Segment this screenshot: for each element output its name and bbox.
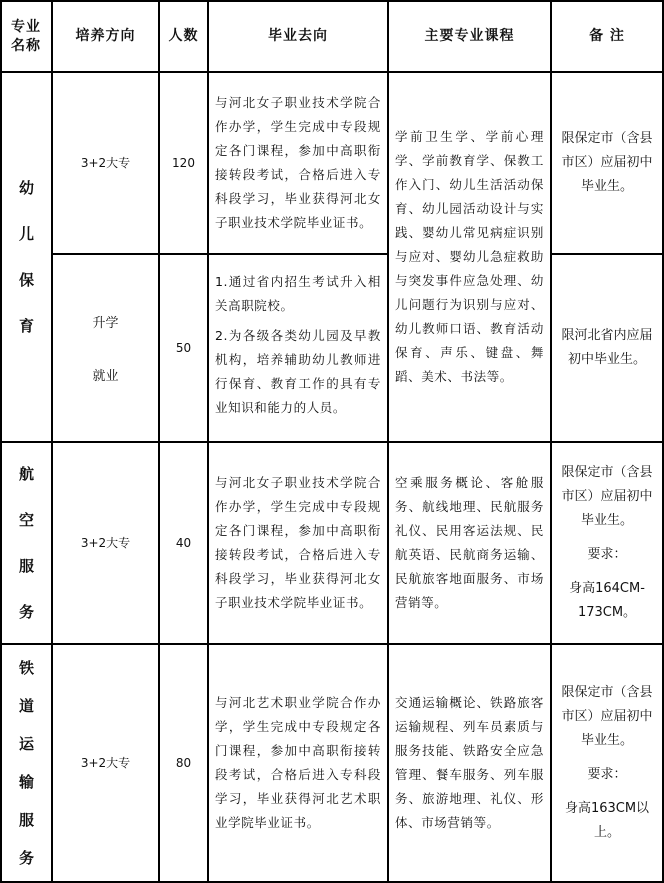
aviation-direction (53, 443, 158, 643)
courses-text: 学前卫生学、学前心理学、学前教育学、保教工作入门、幼儿生活活动保育、幼儿园活动设计与实践、婴幼儿常见病症识别与应对、婴幼儿急症救助与突发事件应急处理、幼儿问题行为识别与应对、幼儿教师口语、教育活动保育、声乐、键盘、舞蹈、美术、书法等。 (395, 129, 544, 384)
major-char: 道 (18, 697, 34, 715)
header-notes (552, 2, 662, 71)
destination-item: 2.为各级各类幼儿园及早教机构，培养辅助幼儿教师进行保育、教育工作的具有专业知识和能力的人员。 (215, 328, 381, 415)
preschool-destination-2 (209, 255, 387, 441)
major-char: 运 (18, 735, 34, 753)
railway-note (552, 645, 662, 881)
destination-text: 与河北女子职业技术学院合作办学，学生完成中专段规定各门课程，参加中高职衔接转段考试，合格后进入专科段学习，毕业获得河北女子职业技术学院毕业证书。 (215, 95, 381, 230)
destination-text: 与河北女子职业技术学院合作办学，学生完成中专段规定各门课程，参加中高职衔接转段考试，合格后进入专科段学习，毕业获得河北女子职业技术学院毕业证书。 (215, 475, 381, 610)
major-char: 幼 (18, 179, 34, 197)
courses-text: 空乘服务概论、客舱服务、航线地理、民航服务礼仪、民用客运法规、民航英语、民航商务运输、民航旅客地面服务、市场营销等。 (395, 475, 544, 610)
header-major-label: 专业名称 (11, 18, 41, 54)
major-railway (2, 645, 51, 881)
header-notes-label: 备 注 (589, 28, 625, 44)
major-aviation (2, 443, 51, 643)
requirement-value: 身高163CM以上。 (564, 801, 650, 840)
major-preschool (2, 73, 51, 441)
aviation-note (552, 443, 662, 643)
preschool-note-2 (552, 255, 662, 441)
destination-item: 1.通过省内招生考试升入相关高职院校。 (215, 274, 381, 313)
major-char: 空 (18, 511, 34, 529)
preschool-courses (389, 73, 550, 441)
header-courses (389, 2, 550, 71)
header-count-label: 人数 (168, 28, 199, 44)
preschool-direction-2 (53, 255, 158, 441)
note-text: 限河北省内应届初中毕业生。 (561, 328, 653, 367)
direction-text: 3+2大专 (80, 156, 131, 170)
major-char: 铁 (18, 659, 34, 677)
requirement-value: 身高164CM-173CM。 (569, 581, 645, 620)
major-char: 服 (18, 811, 34, 829)
aviation-courses (389, 443, 550, 643)
preschool-count-2 (160, 255, 207, 441)
railway-destination (209, 645, 387, 881)
direction-text: 3+2大专 (80, 536, 131, 550)
direction-text: 3+2大专 (80, 756, 131, 770)
header-courses-label: 主要专业课程 (424, 28, 515, 44)
preschool-count-1 (160, 73, 207, 253)
count-text: 120 (172, 156, 195, 170)
major-char: 航 (18, 465, 34, 483)
requirement-label: 要求： (587, 547, 627, 562)
header-destination (209, 2, 387, 71)
railway-count (160, 645, 207, 881)
count-text: 50 (175, 341, 192, 355)
note-text: 限保定市（含县市区）应届初中毕业生。 (561, 131, 653, 194)
major-char: 育 (18, 317, 34, 335)
destination-text: 与河北艺术职业学院合作办学，学生完成中专段规定各门课程，参加中高职衔接转段考试，合格后进入专科段学习，毕业获得河北艺术职业学院毕业证书。 (215, 695, 381, 830)
major-char: 保 (18, 271, 34, 289)
courses-text: 交通运输概论、铁路旅客运输规程、列车员素质与服务技能、铁路安全应急管理、餐车服务、列车服务、旅游地理、礼仪、形体、市场营销等。 (395, 695, 544, 830)
note-text: 限保定市（含县市区）应届初中毕业生。 (561, 465, 653, 528)
header-direction (53, 2, 158, 71)
major-char: 儿 (18, 225, 34, 243)
major-char: 务 (18, 603, 34, 621)
major-char: 服 (18, 557, 34, 575)
header-direction-label: 培养方向 (75, 28, 136, 44)
aviation-destination (209, 443, 387, 643)
major-char: 输 (18, 773, 34, 791)
railway-direction (53, 645, 158, 881)
major-char: 务 (18, 849, 34, 867)
preschool-destination-1 (209, 73, 387, 253)
preschool-direction-1 (53, 73, 158, 253)
count-text: 40 (175, 536, 192, 550)
header-destination-label: 毕业去向 (268, 28, 328, 44)
preschool-note-1 (552, 73, 662, 253)
direction-text: 升学 (92, 316, 119, 331)
count-text: 80 (175, 756, 192, 770)
railway-courses (389, 645, 550, 881)
header-count (160, 2, 207, 71)
note-text: 限保定市（含县市区）应届初中毕业生。 (561, 685, 653, 748)
aviation-count (160, 443, 207, 643)
requirement-label: 要求： (587, 767, 627, 782)
header-major (10, 2, 42, 71)
direction-text: 就业 (92, 369, 119, 384)
